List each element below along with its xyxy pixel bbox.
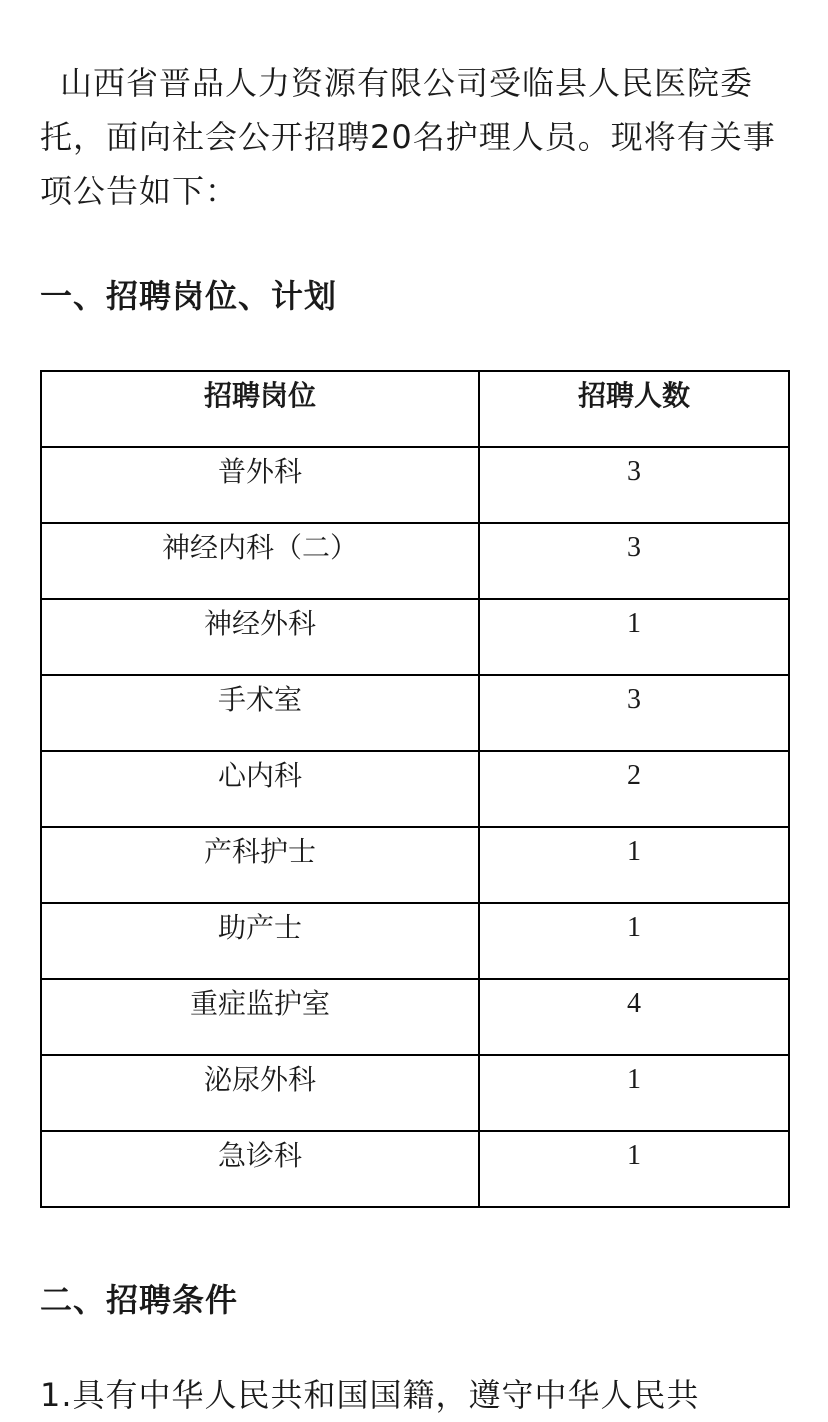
- post-cell: 心内科: [41, 751, 479, 827]
- count-cell: 3: [479, 675, 789, 751]
- table-row: [41, 675, 789, 751]
- condition-item-1: 1.具有中华人民共和国国籍，遵守中华人民共: [40, 1376, 700, 1414]
- table-row: [41, 599, 789, 675]
- count-cell: 1: [479, 1131, 789, 1207]
- table-row: [41, 827, 789, 903]
- count-cell: 1: [479, 1055, 789, 1131]
- table-row: [41, 751, 789, 827]
- table-row: [41, 1055, 789, 1131]
- post-cell: 重症监护室: [41, 979, 479, 1055]
- table-row: [41, 1131, 789, 1207]
- post-cell: 普外科: [41, 447, 479, 523]
- table-header-row: [41, 371, 789, 447]
- count-cell: 2: [479, 751, 789, 827]
- intro-paragraph: 山西省晋品人力资源有限公司受临县人民医院委托，面向社会公开招聘20名护理人员。现将有关事项公告如下：: [40, 64, 776, 210]
- column-header-count: 招聘人数: [479, 371, 789, 447]
- post-cell: 助产士: [41, 903, 479, 979]
- count-cell: 1: [479, 599, 789, 675]
- column-header-post: 招聘岗位: [41, 371, 479, 447]
- recruitment-table: [40, 370, 790, 1208]
- post-cell: 泌尿外科: [41, 1055, 479, 1131]
- post-cell: 产科护士: [41, 827, 479, 903]
- table-row: [41, 523, 789, 599]
- count-cell: 4: [479, 979, 789, 1055]
- table-row: [41, 903, 789, 979]
- post-cell: 神经内科（二）: [41, 523, 479, 599]
- post-cell: 神经外科: [41, 599, 479, 675]
- table-row: [41, 447, 789, 523]
- table-row: [41, 979, 789, 1055]
- count-cell: 3: [479, 447, 789, 523]
- post-cell: 手术室: [41, 675, 479, 751]
- count-cell: 3: [479, 523, 789, 599]
- section-heading-positions: 一、招聘岗位、计划: [40, 277, 338, 315]
- post-cell: 急诊科: [41, 1131, 479, 1207]
- count-cell: 1: [479, 903, 789, 979]
- section-heading-conditions: 二、招聘条件: [40, 1281, 239, 1319]
- count-cell: 1: [479, 827, 789, 903]
